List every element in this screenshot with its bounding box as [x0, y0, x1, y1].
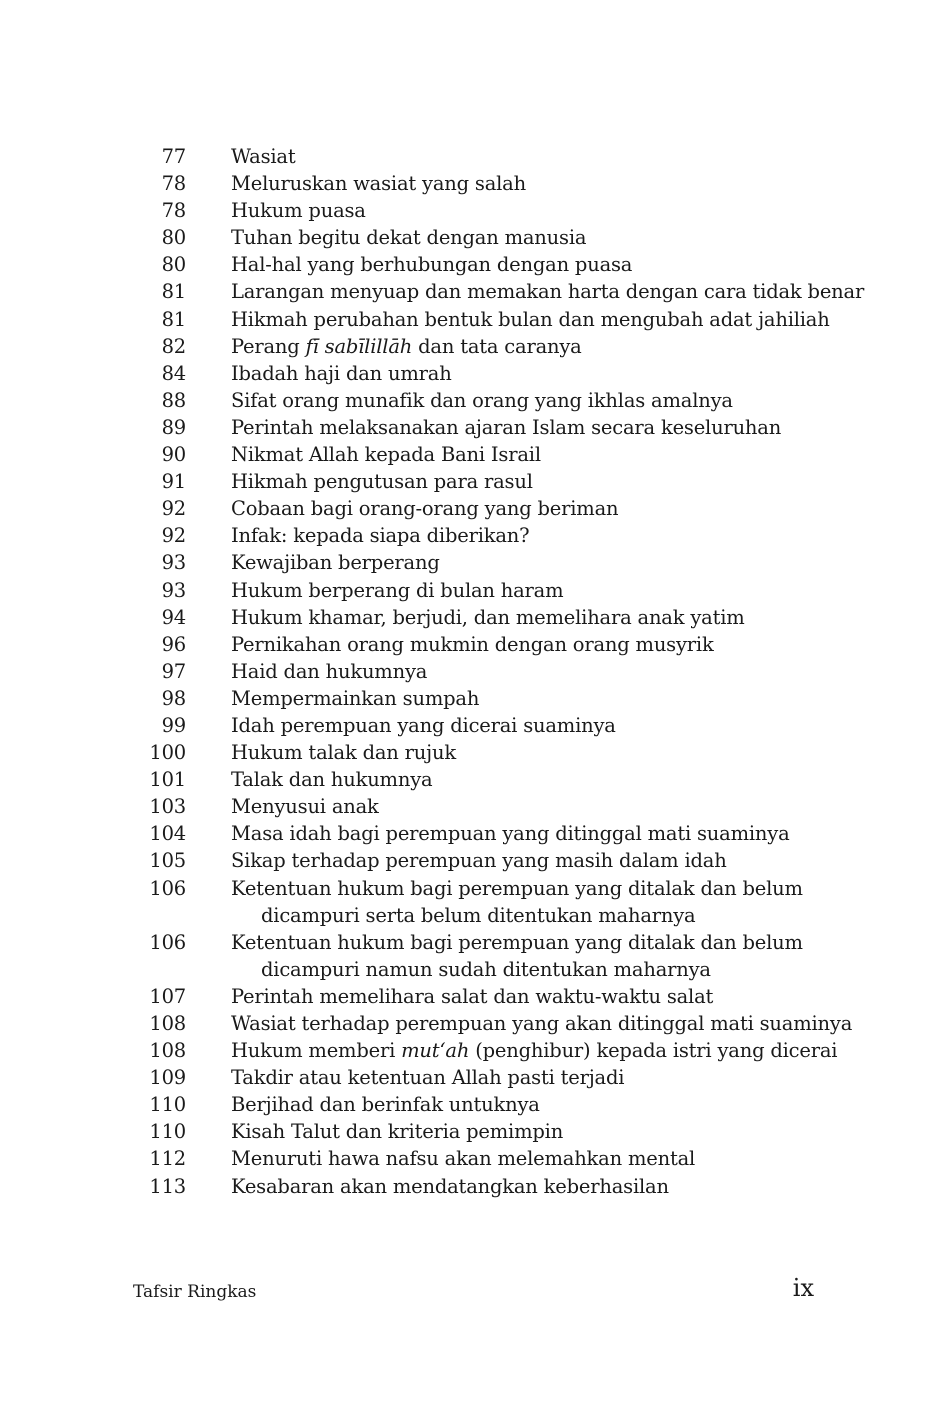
toc-title-text: dan tata caranya — [412, 334, 582, 358]
toc-page-number: 77 — [161, 145, 186, 168]
toc-title-italic: mut‘ah — [401, 1039, 470, 1063]
toc-entry — [130, 658, 850, 685]
toc-page-number: 104 — [149, 822, 186, 846]
toc-entry — [130, 604, 850, 631]
toc-page-number: 98 — [161, 686, 186, 710]
toc-title: Cobaan bagi orang-orang yang beriman — [231, 497, 619, 521]
toc-entry — [130, 251, 850, 278]
toc-entry — [130, 170, 850, 197]
toc-page-number: 101 — [149, 768, 186, 792]
toc-title: Wasiat terhadap perempuan yang akan ditinggal mati suaminya — [231, 1012, 853, 1035]
toc-title: Nikmat Allah kepada Bani Israil — [231, 443, 541, 467]
toc-entry — [130, 577, 850, 604]
footer-page-number: ix — [792, 1274, 814, 1302]
toc-page-number: 105 — [149, 849, 186, 873]
toc-page-number: 96 — [161, 632, 186, 656]
toc-title-continuation: dicampuri serta belum ditentukan maharnya — [261, 903, 696, 927]
toc-title: Mempermainkan sumpah — [231, 686, 480, 710]
toc-entry — [130, 793, 850, 820]
toc-entry — [130, 278, 865, 305]
toc-title: Hukum berperang di bulan haram — [231, 578, 564, 602]
toc-entry — [130, 197, 850, 224]
toc-title: Hukum khamar, berjudi, dan memelihara anak yatim — [231, 605, 745, 629]
toc-page-number: 99 — [161, 713, 186, 737]
toc-page-number: 89 — [161, 415, 186, 439]
toc-title — [231, 929, 850, 983]
toc-entry — [130, 441, 850, 468]
toc-entry — [130, 983, 850, 1010]
toc-title-italic: fī sabīlillāh — [305, 334, 413, 358]
toc-page-number: 97 — [161, 659, 186, 683]
toc-title: Kesabaran akan mendatangkan keberhasilan — [231, 1174, 669, 1198]
toc-title-text: Hukum memberi — [231, 1039, 402, 1063]
toc-entry — [130, 495, 850, 522]
toc-title: Meluruskan wasiat yang salah — [231, 172, 526, 196]
toc-title: Hal-hal yang berhubungan dengan puasa — [231, 253, 633, 277]
toc-title-continuation: dicampuri namun sudah ditentukan maharnya — [261, 957, 711, 981]
footer-book-title: Tafsir Ringkas — [133, 1282, 257, 1302]
toc-title: Takdir atau ketentuan Allah pasti terjadi — [231, 1066, 625, 1090]
toc-page-number: 108 — [149, 1012, 186, 1035]
toc-entry — [130, 1010, 853, 1037]
toc-entry — [130, 685, 850, 712]
toc-entry — [130, 333, 850, 360]
toc-title — [231, 333, 850, 360]
toc-page-number: 88 — [161, 388, 186, 412]
toc-title: Hukum puasa — [231, 199, 366, 223]
toc-page-number: 103 — [149, 795, 186, 819]
toc-page-number: 93 — [161, 551, 186, 575]
toc-entry — [130, 1145, 850, 1172]
toc-page-number: 78 — [161, 172, 186, 196]
toc-entry — [130, 387, 850, 414]
toc-title-text: Perang — [231, 334, 306, 358]
toc-entry — [130, 522, 850, 549]
toc-entry — [130, 766, 850, 793]
toc-title: Ibadah haji dan umrah — [231, 361, 452, 385]
toc-entry — [130, 820, 850, 847]
toc-page-number: 112 — [149, 1147, 186, 1171]
toc-page-number: 109 — [149, 1066, 186, 1090]
toc-page-number: 110 — [149, 1120, 186, 1144]
toc-page-number: 106 — [149, 930, 186, 954]
toc-page-number: 82 — [161, 334, 186, 358]
toc-page-number: 110 — [149, 1093, 186, 1117]
toc-title-text: Ketentuan hukum bagi perempuan yang ditalak dan belum — [231, 930, 803, 954]
toc-title: Perintah melaksanakan ajaran Islam secara keseluruhan — [231, 415, 782, 439]
toc-entry — [130, 739, 850, 766]
toc-title: Idah perempuan yang dicerai suaminya — [231, 713, 616, 737]
toc-entry — [130, 847, 850, 874]
toc-page-number: 113 — [149, 1174, 186, 1198]
toc-entry — [130, 360, 850, 387]
toc-page-number: 78 — [161, 199, 186, 223]
toc-title-text: Ketentuan hukum bagi perempuan yang ditalak dan belum — [231, 876, 803, 900]
toc-entry — [130, 1173, 850, 1200]
toc-entry — [130, 712, 850, 739]
toc-page-number: 81 — [161, 280, 186, 304]
toc-title: Menyusui anak — [231, 795, 379, 819]
toc-title: Hikmah pengutusan para rasul — [231, 470, 533, 494]
toc-page-number: 108 — [149, 1039, 186, 1063]
toc-page-number: 93 — [161, 578, 186, 602]
toc-title: Hukum talak dan rujuk — [231, 741, 456, 765]
toc-title: Kewajiban berperang — [231, 551, 440, 575]
toc-entry — [130, 1037, 850, 1064]
toc-title: Larangan menyuap dan memakan harta dengan cara tidak benar — [231, 280, 865, 304]
toc-title: Menuruti hawa nafsu akan melemahkan mental — [231, 1147, 696, 1171]
toc-page-number: 90 — [161, 443, 186, 467]
toc-title: Haid dan hukumnya — [231, 659, 428, 683]
toc-title: Wasiat — [231, 145, 296, 168]
toc-title — [231, 875, 850, 929]
toc-title: Talak dan hukumnya — [231, 768, 433, 792]
toc-title: Tuhan begitu dekat dengan manusia — [231, 226, 587, 250]
toc-entry — [130, 549, 850, 576]
toc-title: Sifat orang munafik dan orang yang ikhlas amalnya — [231, 388, 733, 412]
toc-page-number: 94 — [161, 605, 186, 629]
toc-entry — [130, 414, 850, 441]
toc-page-number: 100 — [149, 741, 186, 765]
toc-entry — [130, 875, 850, 929]
toc-page-number: 80 — [161, 226, 186, 250]
toc-entry — [130, 224, 850, 251]
toc-page-number: 107 — [149, 984, 186, 1008]
toc-entry — [130, 468, 850, 495]
toc-title: Perintah memelihara salat dan waktu-waktu salat — [231, 984, 714, 1008]
toc-entry — [130, 1064, 850, 1091]
toc-title: Sikap terhadap perempuan yang masih dalam idah — [231, 849, 727, 873]
toc-page-number: 106 — [149, 876, 186, 900]
toc-title-text: (penghibur) kepada istri yang dicerai — [469, 1039, 838, 1063]
toc-entry — [130, 143, 850, 170]
toc-entry — [130, 929, 850, 983]
toc-title: Hikmah perubahan bentuk bulan dan mengubah adat jahiliah — [231, 307, 830, 331]
toc-page-number: 84 — [161, 361, 186, 385]
table-of-contents — [130, 143, 865, 1200]
toc-title: Kisah Talut dan kriteria pemimpin — [231, 1120, 564, 1144]
toc-page-number: 92 — [161, 524, 186, 548]
toc-title: Masa idah bagi perempuan yang ditinggal mati suaminya — [231, 822, 790, 846]
toc-title: Infak: kepada siapa diberikan? — [231, 524, 530, 548]
toc-title: Pernikahan orang mukmin dengan orang musyrik — [231, 632, 714, 656]
toc-page-number: 81 — [161, 307, 186, 331]
toc-entry — [130, 1091, 850, 1118]
toc-title: Berjihad dan berinfak untuknya — [231, 1093, 540, 1117]
toc-entry — [130, 1118, 850, 1145]
toc-entry — [130, 306, 850, 333]
toc-page-number: 80 — [161, 253, 186, 277]
toc-page-number: 91 — [161, 470, 186, 494]
toc-entry — [130, 631, 850, 658]
toc-title — [231, 1037, 850, 1064]
toc-page-number: 92 — [161, 497, 186, 521]
